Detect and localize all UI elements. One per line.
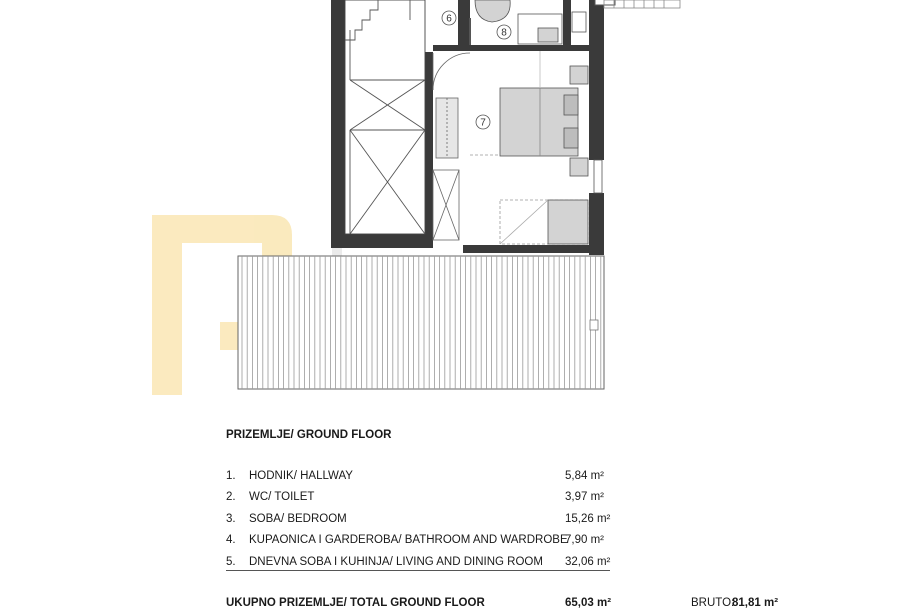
door-swing <box>433 53 470 90</box>
room-marker-7: 7 <box>480 117 486 129</box>
room-area: 7,90 m² <box>565 534 604 546</box>
room-area: 3,97 m² <box>565 491 604 503</box>
room-number: 3. <box>226 513 236 525</box>
legend-title: PRIZEMLJE/ GROUND FLOOR <box>226 429 392 441</box>
room-number: 4. <box>226 534 236 546</box>
room-name: KUPAONICA I GARDEROBA/ BATHROOM AND WARDROBE <box>249 534 568 546</box>
gross-label: BRUTO: <box>691 597 735 609</box>
room-name: SOBA/ BEDROOM <box>249 513 347 525</box>
room-name: WC/ TOILET <box>249 491 315 503</box>
staircase <box>345 0 425 234</box>
wardrobe <box>433 98 459 240</box>
room-number: 5. <box>226 556 236 568</box>
gross-area: 81,81 m² <box>732 597 779 609</box>
total-area: 65,03 m² <box>565 597 612 609</box>
room-name: HODNIK/ HALLWAY <box>249 470 353 482</box>
room-name: DNEVNA SOBA I KUHINJA/ LIVING AND DINING ROOM <box>249 556 543 568</box>
room-number: 1. <box>226 470 236 482</box>
room-area: 32,06 m² <box>565 556 611 568</box>
room-area: 15,26 m² <box>565 513 611 525</box>
room-marker-6: 6 <box>446 13 452 25</box>
legend-divider <box>226 570 610 571</box>
room-marker-8: 8 <box>501 27 507 39</box>
bedroom-furniture <box>470 51 602 244</box>
terrace-deck <box>238 256 604 389</box>
total-label: UKUPNO PRIZEMLJE/ TOTAL GROUND FLOOR <box>226 597 485 609</box>
room-number: 2. <box>226 491 236 503</box>
room-area: 5,84 m² <box>565 470 604 482</box>
